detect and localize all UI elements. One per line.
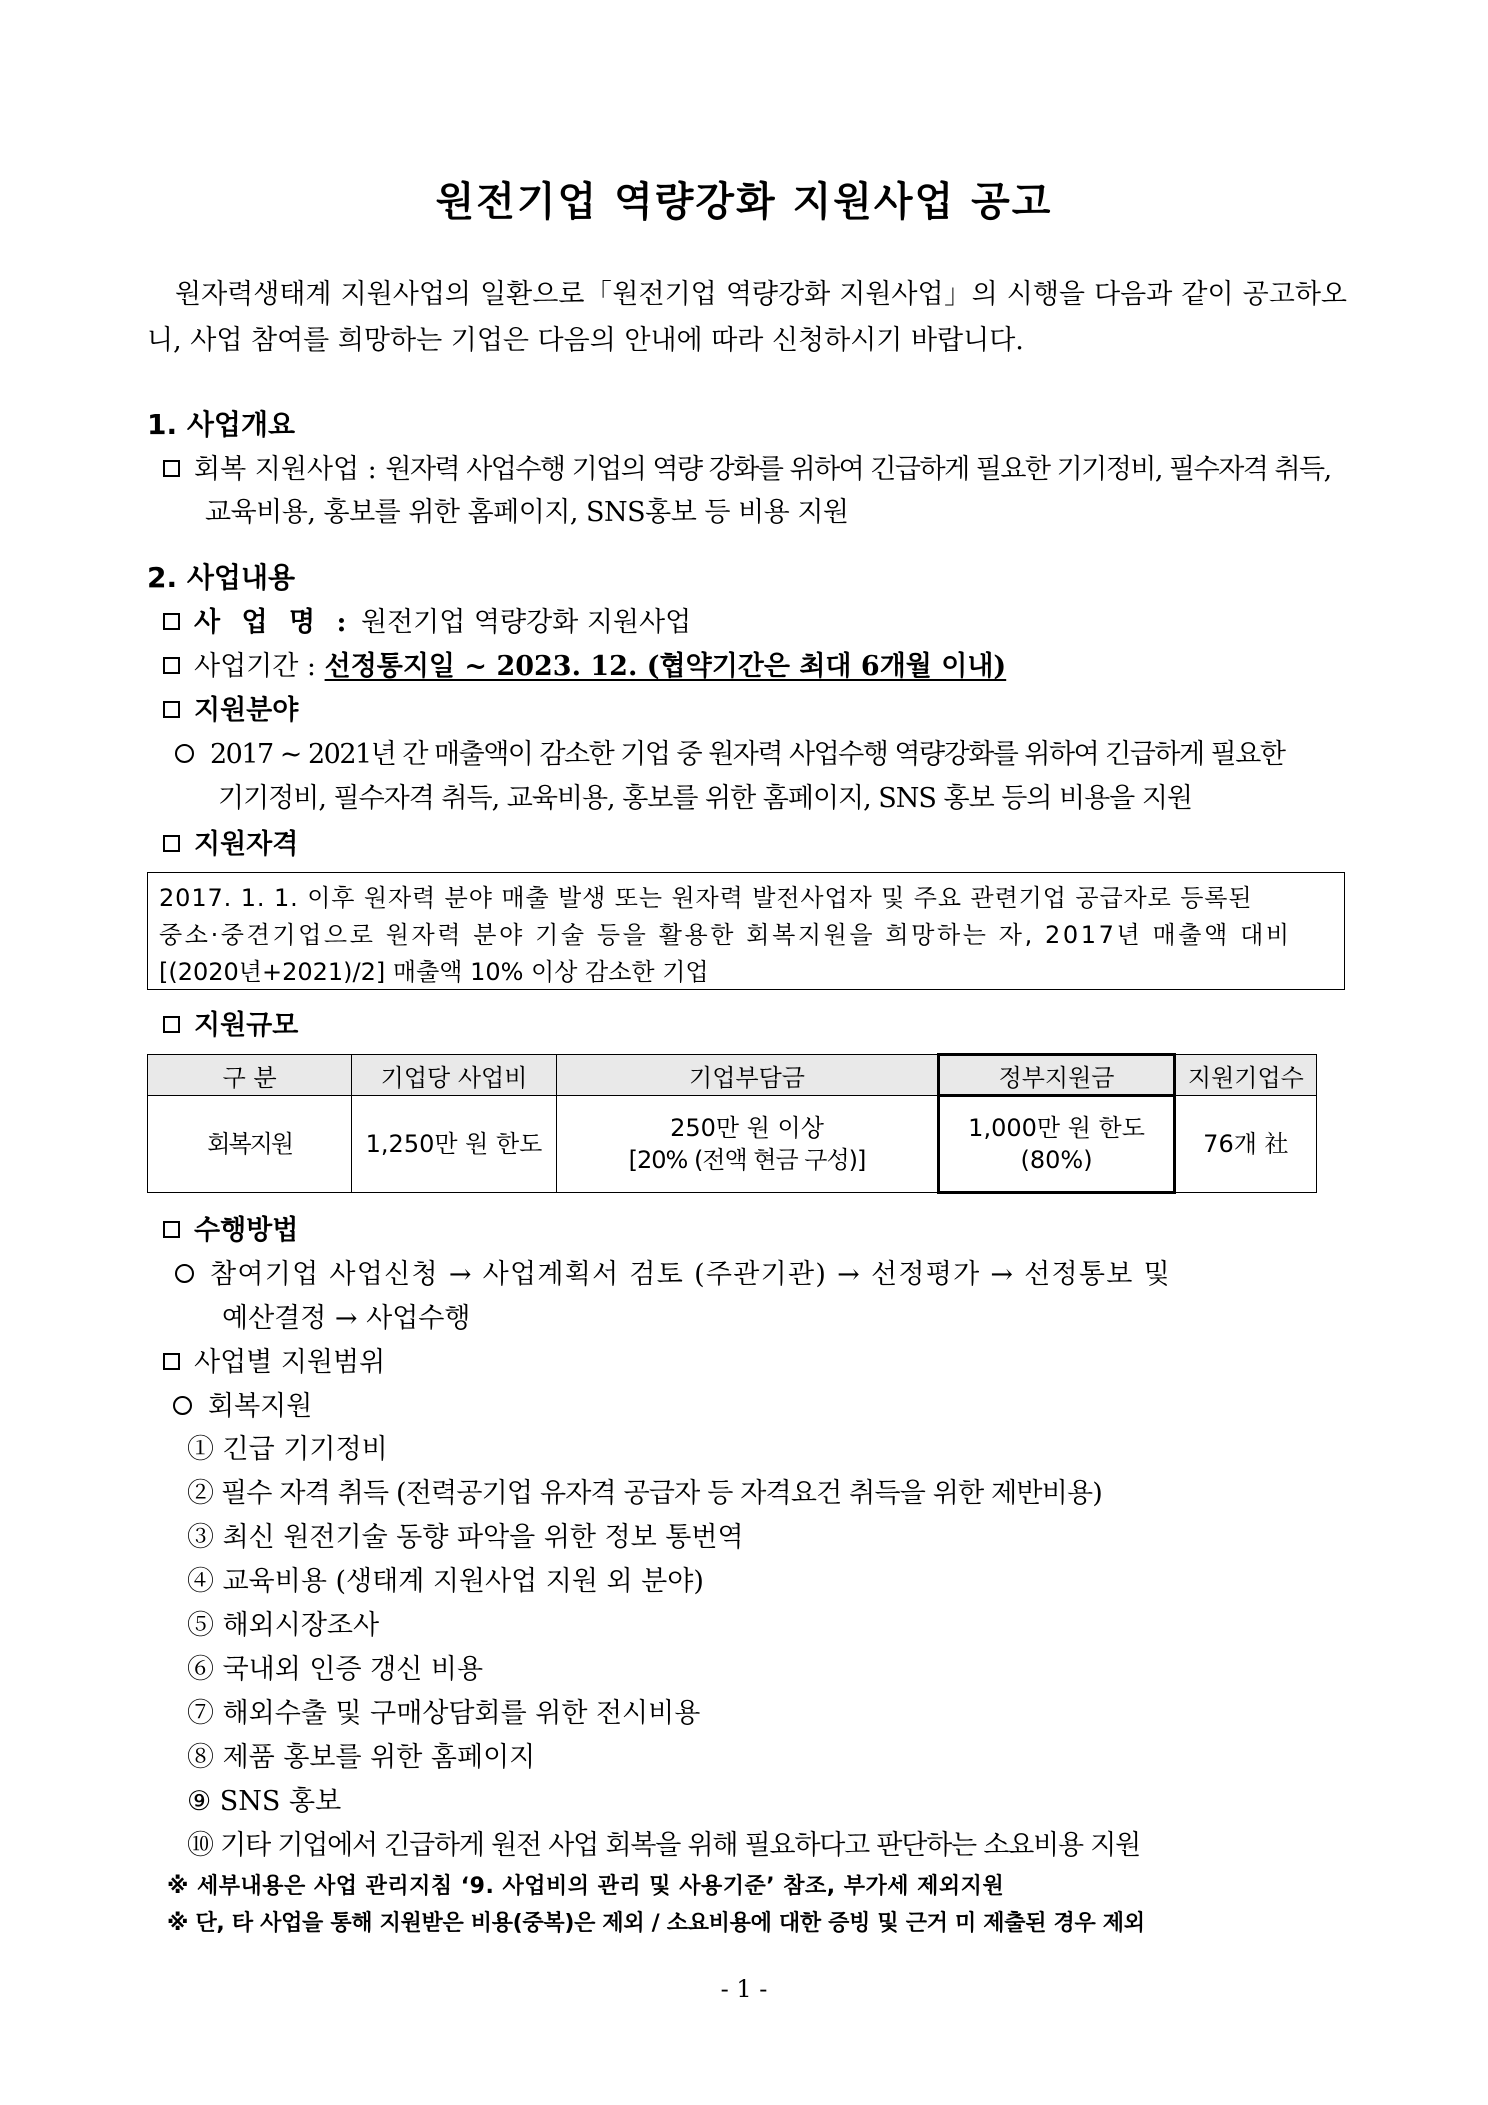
qualification-heading-text: 지원자격 bbox=[194, 829, 299, 860]
scope-item: ③ 최신 원전기술 동향 파악을 위한 정보 통번역 bbox=[187, 1522, 744, 1553]
support-field-heading-text: 지원분야 bbox=[194, 695, 299, 726]
project-name-value: 원전기업 역량강화 지원사업 bbox=[361, 607, 692, 638]
scale-heading bbox=[163, 1003, 298, 1042]
page-title: 원전기업 역량강화 지원사업 공고 bbox=[435, 178, 1053, 225]
support-scale-table bbox=[147, 1053, 1317, 1194]
support-field-line1 bbox=[175, 732, 1284, 771]
scope-item: ⑦ 해외수출 및 구매상담회를 위한 전시비용 bbox=[187, 1698, 701, 1729]
qualification-line: 2017. 1. 1. 이후 원자력 분야 매출 발생 또는 원자력 발전사업자 및 주요 관련기업 공급자로 등록된 bbox=[159, 884, 1253, 912]
support-field-line2: 기기정비, 필수자격 취득, 교육비용, 홍보를 위한 홈페이지, SNS 홍보 등의 비용을 지원 bbox=[218, 783, 1192, 814]
qualification-line: 중소·중견기업으로 원자력 분야 기술 등을 활용한 회복지원을 희망하는 자, 2017년 매출액 대비 bbox=[159, 921, 1292, 949]
burden-line: [20% (전액 현금 구성)] bbox=[628, 1146, 866, 1174]
scope-item: ① 긴급 기기정비 bbox=[187, 1434, 388, 1465]
section1-item bbox=[163, 447, 1331, 486]
intro-paragraph: 원자력생태계 지원사업의 일환으로「원전기업 역량강화 지원사업」의 시행을 다음과 같이 공고하오니, 사업 참여를 희망하는 기업은 다음의 안내에 따라 신청하시기 바랍니다. bbox=[147, 279, 1347, 356]
support-field-line1-text: 2017 ~ 2021년 간 매출액이 감소한 기업 중 원자력 사업수행 역량강화를 위하여 긴급하게 필요한 bbox=[210, 739, 1285, 770]
scope-subheading bbox=[173, 1384, 312, 1423]
table-cell-count: 76개 社 bbox=[1174, 1096, 1316, 1193]
method-line1 bbox=[175, 1252, 1171, 1291]
table-cell-category: 회복지원 bbox=[148, 1096, 352, 1193]
table-header-cell: 기업부담금 bbox=[556, 1055, 939, 1096]
qualification-line: [(2020년+2021)/2] 매출액 10% 이상 감소한 기업 bbox=[159, 958, 709, 986]
method-heading-text: 수행방법 bbox=[194, 1215, 299, 1246]
checkbox-square-icon bbox=[163, 657, 180, 674]
support-field-heading bbox=[163, 688, 298, 727]
note-line: ※ 세부내용은 사업 관리지침 ‘9. 사업비의 관리 및 사용기준’ 참조, 부가세 제외지원 bbox=[167, 1874, 1005, 1899]
project-period-row bbox=[163, 644, 1006, 683]
scale-heading-text: 지원규모 bbox=[194, 1010, 299, 1041]
section1-item-line1: 원자력 사업수행 기업의 역량 강화를 위하여 긴급하게 필요한 기기정비, 필수자격 취득, bbox=[385, 454, 1331, 485]
scope-heading bbox=[163, 1340, 385, 1379]
table-cell-burden bbox=[556, 1096, 939, 1193]
checkbox-square-icon bbox=[163, 835, 180, 852]
circle-bullet-icon bbox=[175, 744, 194, 763]
note-line: ※ 단, 타 사업을 통해 지원받은 비용(중복)은 제외 / 소요비용에 대한 증빙 및 근거 미 제출된 경우 제외 bbox=[167, 1911, 1145, 1936]
qualification-box bbox=[147, 872, 1345, 990]
checkbox-square-icon bbox=[163, 460, 180, 477]
table-cell-government bbox=[939, 1096, 1174, 1193]
table-cell-budget: 1,250만 원 한도 bbox=[352, 1096, 556, 1193]
method-line1-text: 참여기업 사업신청 → 사업계획서 검토 (주관기관) → 선정평가 → 선정통보 및 bbox=[210, 1259, 1171, 1290]
checkbox-square-icon bbox=[163, 1221, 180, 1238]
table-header-cell: 정부지원금 bbox=[939, 1055, 1174, 1096]
section1-heading: 1. 사업개요 bbox=[147, 408, 296, 441]
table-header-row bbox=[148, 1055, 1317, 1096]
government-line: 1,000만 원 한도 bbox=[968, 1114, 1145, 1142]
scope-item: ⑤ 해외시장조사 bbox=[187, 1610, 380, 1641]
section1-item-line2: 교육비용, 홍보를 위한 홈페이지, SNS홍보 등 비용 지원 bbox=[205, 497, 849, 528]
scope-item: ⑨ SNS 홍보 bbox=[187, 1786, 342, 1817]
project-period-label: 사업기간 : bbox=[194, 651, 317, 682]
circle-bullet-icon bbox=[175, 1264, 194, 1283]
table-header-cell: 구 분 bbox=[148, 1055, 352, 1096]
method-heading bbox=[163, 1208, 298, 1247]
project-name-label: 사 업 명 : bbox=[194, 607, 353, 638]
burden-line: 250만 원 이상 bbox=[670, 1114, 824, 1142]
project-period-value: 선정통지일 ~ 2023. 12. (협약기간은 최대 6개월 이내) bbox=[324, 651, 1007, 682]
table-header-cell: 기업당 사업비 bbox=[352, 1055, 556, 1096]
scope-item: ⑥ 국내외 인증 갱신 비용 bbox=[187, 1654, 484, 1685]
section2-heading: 2. 사업내용 bbox=[147, 561, 296, 594]
checkbox-square-icon bbox=[163, 1016, 180, 1033]
scope-item: ② 필수 자격 취득 (전력공기업 유자격 공급자 등 자격요건 취득을 위한 제반비용) bbox=[187, 1478, 1103, 1509]
scope-item: ⑧ 제품 홍보를 위한 홈페이지 bbox=[187, 1742, 536, 1773]
project-name-row bbox=[163, 600, 691, 639]
scope-subheading-text: 회복지원 bbox=[208, 1391, 313, 1422]
checkbox-square-icon bbox=[163, 701, 180, 718]
page-number: - 1 - bbox=[720, 1975, 768, 2003]
scope-item: ⑩ 기타 기업에서 긴급하게 원전 사업 회복을 위해 필요하다고 판단하는 소요비용 지원 bbox=[187, 1830, 1140, 1861]
table-row bbox=[148, 1096, 1317, 1193]
government-line: (80%) bbox=[1020, 1146, 1093, 1174]
section1-item-label: 회복 지원사업 : bbox=[194, 454, 377, 485]
table-header-cell: 지원기업수 bbox=[1174, 1055, 1316, 1096]
checkbox-square-icon bbox=[163, 1353, 180, 1370]
method-line2: 예산결정 → 사업수행 bbox=[222, 1303, 471, 1334]
scope-heading-text: 사업별 지원범위 bbox=[194, 1347, 386, 1378]
qualification-heading bbox=[163, 822, 298, 861]
scope-item: ④ 교육비용 (생태계 지원사업 지원 외 분야) bbox=[187, 1566, 704, 1597]
circle-bullet-icon bbox=[173, 1396, 192, 1415]
checkbox-square-icon bbox=[163, 613, 180, 630]
